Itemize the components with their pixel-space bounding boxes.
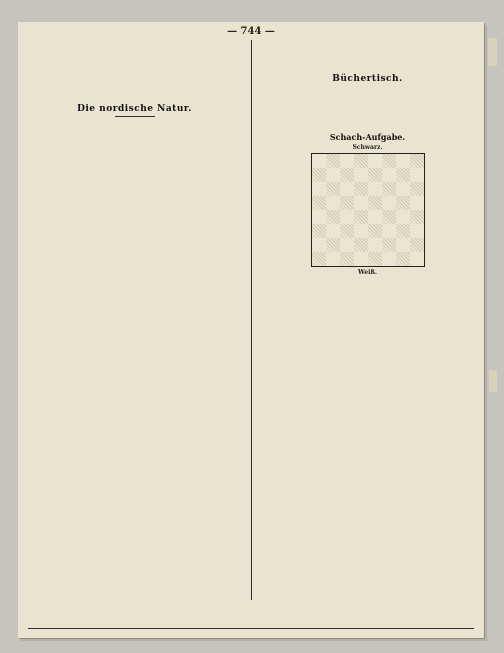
chess-square: [396, 182, 410, 196]
chess-square: [410, 168, 424, 182]
chess-square: [396, 224, 410, 238]
chess-square: [368, 168, 382, 182]
chess-square: [312, 196, 326, 210]
chess-square: [312, 210, 326, 224]
chess-square: [312, 238, 326, 252]
chess-square: [410, 182, 424, 196]
chess-square: [340, 168, 354, 182]
paragraph: [261, 116, 474, 128]
paragraph: [28, 120, 241, 132]
section-heading: Büchertisch.: [332, 74, 403, 84]
right-column: [261, 42, 474, 596]
paragraph: [28, 72, 241, 84]
column-divider: [251, 40, 252, 600]
chess-square: [368, 252, 382, 266]
chess-square: [340, 182, 354, 196]
chess-square: [354, 238, 368, 252]
chess-square: [410, 238, 424, 252]
chess-side-black: Schwarz.: [352, 144, 383, 151]
chess-square: [396, 154, 410, 168]
chess-square: [410, 196, 424, 210]
chess-square: [354, 182, 368, 196]
chess-square: [396, 168, 410, 182]
chess-square: [368, 154, 382, 168]
paragraph: [28, 135, 241, 147]
chess-square: [340, 238, 354, 252]
chess-square: [396, 210, 410, 224]
chess-square: [354, 168, 368, 182]
chess-square: [326, 182, 340, 196]
chess-square: [340, 210, 354, 224]
chess-square: [326, 168, 340, 182]
article-title: Die nordische Natur.: [77, 104, 192, 114]
chess-square: [312, 154, 326, 168]
paragraph: [28, 42, 241, 54]
chess-square: [382, 182, 396, 196]
chess-square: [354, 210, 368, 224]
chess-square: [382, 224, 396, 238]
page-edge-tab-middle: [489, 370, 497, 392]
chess-square: [368, 196, 382, 210]
chess-square: [340, 196, 354, 210]
chess-square: [326, 224, 340, 238]
chess-square: [368, 238, 382, 252]
chess-square: [312, 224, 326, 238]
chess-square: [326, 154, 340, 168]
chess-square: [410, 224, 424, 238]
chess-square: [382, 154, 396, 168]
chess-square: [410, 210, 424, 224]
chess-square: [354, 224, 368, 238]
solution-text: [261, 279, 474, 291]
chess-square: [340, 154, 354, 168]
chess-board: [311, 153, 425, 267]
chess-square: [326, 252, 340, 266]
page-number: — 744 —: [227, 26, 275, 37]
chess-square: [326, 196, 340, 210]
paragraph: [261, 57, 474, 69]
poem-line: [28, 87, 241, 99]
chess-square: [396, 196, 410, 210]
chess-side-white: Weiß.: [358, 269, 377, 276]
paragraph: [261, 86, 474, 98]
chess-square: [382, 252, 396, 266]
paragraph: [28, 150, 241, 162]
left-column: [28, 42, 241, 596]
paragraph: [261, 101, 474, 113]
chess-square: [354, 196, 368, 210]
chess-square: [382, 168, 396, 182]
chess-square: [340, 252, 354, 266]
chess-square: [312, 252, 326, 266]
paragraph: [28, 165, 241, 177]
chess-square: [396, 252, 410, 266]
chess-square: [368, 182, 382, 196]
title-rule: [115, 116, 155, 117]
paragraph: [28, 57, 241, 69]
chess-square: [382, 210, 396, 224]
chess-problem: [261, 132, 474, 276]
paragraph: [261, 42, 474, 54]
chess-square: [340, 224, 354, 238]
chess-square: [326, 210, 340, 224]
chess-square: [382, 238, 396, 252]
chess-square: [382, 196, 396, 210]
page-edge-tab-top: [488, 38, 497, 66]
chess-square: [368, 224, 382, 238]
chess-square: [354, 252, 368, 266]
publisher-footer: [28, 628, 474, 632]
chess-square: [368, 210, 382, 224]
chess-square: [312, 168, 326, 182]
newspaper-page: [18, 22, 484, 638]
chess-square: [326, 238, 340, 252]
chess-square: [312, 182, 326, 196]
chess-square: [410, 252, 424, 266]
chess-square: [396, 238, 410, 252]
chess-heading: Schach-Aufgabe.: [329, 132, 406, 142]
chess-square: [354, 154, 368, 168]
chess-square: [410, 154, 424, 168]
